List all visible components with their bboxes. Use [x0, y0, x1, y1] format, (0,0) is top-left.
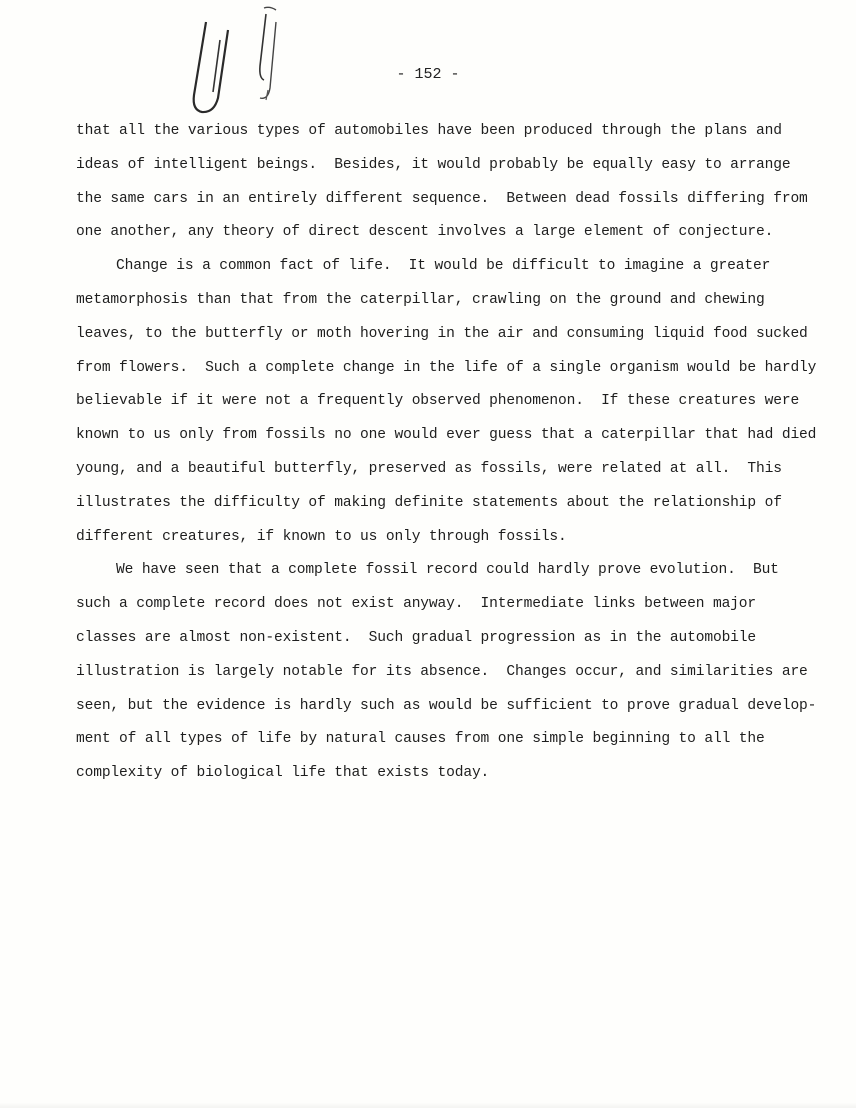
text-line: seen, but the evidence is hardly such as would be sufficient to prove gradual develop- [76, 697, 817, 714]
paragraph-2 [76, 250, 817, 554]
text-line: that all the various types of automobiles have been produced through the plans and [76, 123, 782, 139]
text-line: one another, any theory of direct descent involves a large element of conjecture. [76, 224, 774, 241]
paragraph-1 [76, 115, 806, 250]
paragraph-3 [76, 554, 817, 791]
text-line: known to us only from fossils no one would ever guess that a caterpillar that had died [76, 427, 817, 444]
text-line: illustrates the difficulty of making definite statements about the relationship of [76, 494, 782, 511]
text-line: young, and a beautiful butterfly, preserved as fossils, were related at all. This [76, 460, 782, 477]
text-line: metamorphosis than that from the caterpillar, crawling on the ground and chewing [76, 291, 765, 308]
text-line: leaves, to the butterfly or moth hovering in the air and consuming liquid food sucked [76, 325, 808, 342]
page-number: - 152 - [396, 66, 460, 83]
text-line: ideas of intelligent beings. Besides, it would probably be equally easy to arrange [76, 156, 791, 173]
text-line: complexity of biological life that exists today. [76, 765, 490, 782]
paper-clip-mark [180, 0, 290, 125]
text-line: ment of all types of life by natural causes from one simple beginning to all the [76, 731, 765, 748]
text-line: Change is a common fact of life. It would be difficult to imagine a greater [116, 258, 771, 275]
text-line: illustration is largely notable for its absence. Changes occur, and similarities are [76, 663, 808, 680]
text-line: from flowers. Such a complete change in the life of a single organism would be hardly [76, 359, 817, 376]
text-line: the same cars in an entirely different sequence. Between dead fossils differing from [76, 190, 808, 207]
text-line: classes are almost non-existent. Such gradual progression as in the automobile [76, 629, 757, 646]
text-line: believable if it were not a frequently observed phenomenon. If these creatures were [76, 393, 800, 410]
text-line: different creatures, if known to us only through fossils. [76, 528, 567, 545]
text-line: We have seen that a complete fossil record could hardly prove evolution. But [116, 562, 779, 579]
text-line: such a complete record does not exist anyway. Intermediate links between major [76, 596, 757, 613]
scan-edge-shadow [0, 1102, 856, 1108]
body-text [76, 115, 817, 791]
